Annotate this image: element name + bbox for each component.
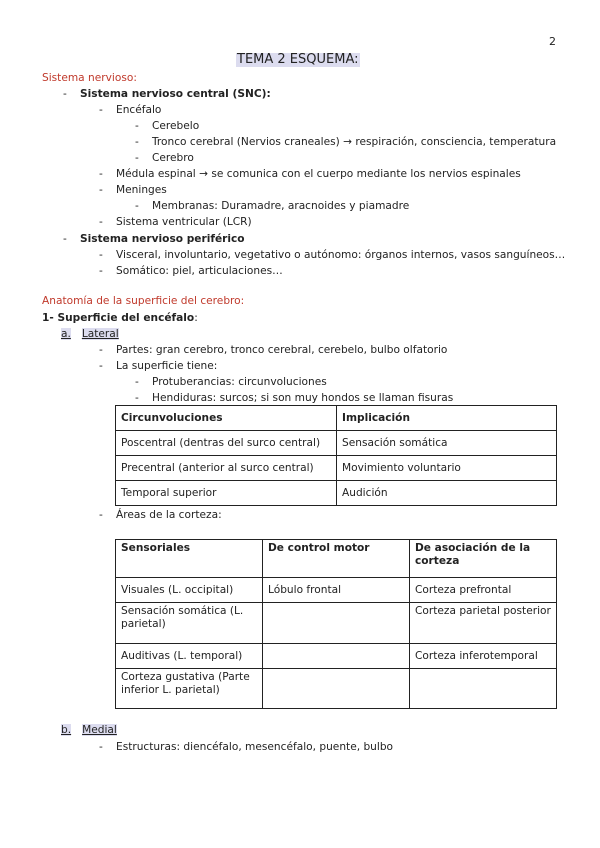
item-label-lateral: Lateral xyxy=(81,328,119,340)
table-cell: Temporal superior xyxy=(116,481,337,506)
table-cell: Audición xyxy=(337,481,557,506)
list-item-partes: Partes: gran cerebro, tronco cerebral, cerebelo, bulbo olfatorio xyxy=(116,344,448,356)
table-row xyxy=(116,603,557,644)
table-cell: Corteza inferotemporal xyxy=(410,644,557,669)
table-cell: Sensación somática xyxy=(337,431,557,456)
list-item-membranas: Membranas: Duramadre, aracnoides y piamadre xyxy=(152,200,410,212)
bullet-dash: - xyxy=(99,249,103,261)
table-header-cell: Sensoriales xyxy=(116,540,263,578)
subheading-colon: : xyxy=(194,312,198,324)
bullet-dash: - xyxy=(99,168,103,180)
list-item-areas: Áreas de la corteza: xyxy=(116,509,222,521)
table-header-cell: De asociación de la corteza xyxy=(410,540,557,578)
table-cell: Lóbulo frontal xyxy=(263,578,410,603)
list-item-tronco: Tronco cerebral (Nervios craneales) → respiración, consciencia, temperatura xyxy=(152,136,557,148)
table-cell: Corteza gustativa (Parte inferior L. parietal) xyxy=(116,669,263,709)
snp-heading: Sistema nervioso periférico xyxy=(80,233,245,245)
table-cell xyxy=(263,644,410,669)
bullet-dash: - xyxy=(63,88,67,100)
list-item-meninges: Meninges xyxy=(116,184,167,196)
table-header-cell: De control motor xyxy=(263,540,410,578)
list-item-medula: Médula espinal → se comunica con el cuerpo mediante los nervios espinales xyxy=(116,168,521,180)
item-letter-a: a. xyxy=(61,328,71,340)
bullet-dash: - xyxy=(135,200,139,212)
table-cell: Auditivas (L. temporal) xyxy=(116,644,263,669)
table-cell: Poscentral (dentras del surco central) xyxy=(116,431,337,456)
page-number: 2 xyxy=(549,35,556,48)
section-heading-nervous-system: Sistema nervioso: xyxy=(42,72,137,84)
table-row xyxy=(116,431,557,456)
list-item-somatico: Somático: piel, articulaciones… xyxy=(116,265,283,277)
list-item-ventricular: Sistema ventricular (LCR) xyxy=(116,216,252,228)
list-item-visceral: Visceral, involuntario, vegetativo o autónomo: órganos internos, vasos sanguíneos… xyxy=(116,249,566,261)
section-heading-anatomy: Anatomía de la superficie del cerebro: xyxy=(42,295,245,307)
table-cell xyxy=(263,603,410,644)
areas-corteza-table xyxy=(115,539,557,709)
list-item-superficie: La superficie tiene: xyxy=(116,360,218,372)
table-row xyxy=(116,644,557,669)
item-label-medial: Medial xyxy=(82,724,117,736)
table-cell: Precentral (anterior al surco central) xyxy=(116,456,337,481)
bullet-dash: - xyxy=(99,509,103,521)
list-item-cerebro: Cerebro xyxy=(152,152,194,164)
table-row xyxy=(116,481,557,506)
list-item-protuberancias: Protuberancias: circunvoluciones xyxy=(152,376,327,388)
list-item-encefalo: Encéfalo xyxy=(116,104,162,116)
table-cell: Movimiento voluntario xyxy=(337,456,557,481)
bullet-dash: - xyxy=(63,233,67,245)
subheading-encefalo-surface xyxy=(42,311,198,325)
circunvoluciones-table xyxy=(115,405,557,506)
table-row xyxy=(116,578,557,603)
table-cell xyxy=(263,669,410,709)
bullet-dash: - xyxy=(99,741,103,753)
table-cell xyxy=(410,669,557,709)
table-cell: Visuales (L. occipital) xyxy=(116,578,263,603)
list-item-hendiduras: Hendiduras: surcos; si son muy hondos se llaman fisuras xyxy=(152,392,454,404)
table-cell: Corteza parietal posterior xyxy=(410,603,557,644)
bullet-dash: - xyxy=(99,216,103,228)
item-a-lateral xyxy=(61,327,119,341)
table-header-cell: Implicación xyxy=(337,406,557,431)
table-row xyxy=(116,669,557,709)
table-header-row xyxy=(116,540,557,578)
bullet-dash: - xyxy=(135,376,139,388)
bullet-dash: - xyxy=(99,104,103,116)
bullet-dash: - xyxy=(135,152,139,164)
list-item-estructuras: Estructuras: diencéfalo, mesencéfalo, puente, bulbo xyxy=(116,741,394,753)
bullet-dash: - xyxy=(99,360,103,372)
bullet-dash: - xyxy=(135,120,139,132)
list-item-cerebelo: Cerebelo xyxy=(152,120,200,132)
item-letter-b: b. xyxy=(61,724,72,736)
snc-heading: Sistema nervioso central (SNC): xyxy=(80,88,271,100)
page-title: TEMA 2 ESQUEMA: xyxy=(237,52,359,67)
bullet-dash: - xyxy=(135,136,139,148)
item-b-medial xyxy=(61,723,117,737)
table-cell: Sensación somática (L. parietal) xyxy=(116,603,263,644)
subheading-text: 1- Superficie del encéfalo xyxy=(42,312,195,324)
bullet-dash: - xyxy=(99,265,103,277)
bullet-dash: - xyxy=(99,184,103,196)
table-row xyxy=(116,456,557,481)
table-header-cell: Circunvoluciones xyxy=(116,406,337,431)
table-header-row xyxy=(116,406,557,431)
bullet-dash: - xyxy=(99,344,103,356)
table-cell: Corteza prefrontal xyxy=(410,578,557,603)
bullet-dash: - xyxy=(135,392,139,404)
